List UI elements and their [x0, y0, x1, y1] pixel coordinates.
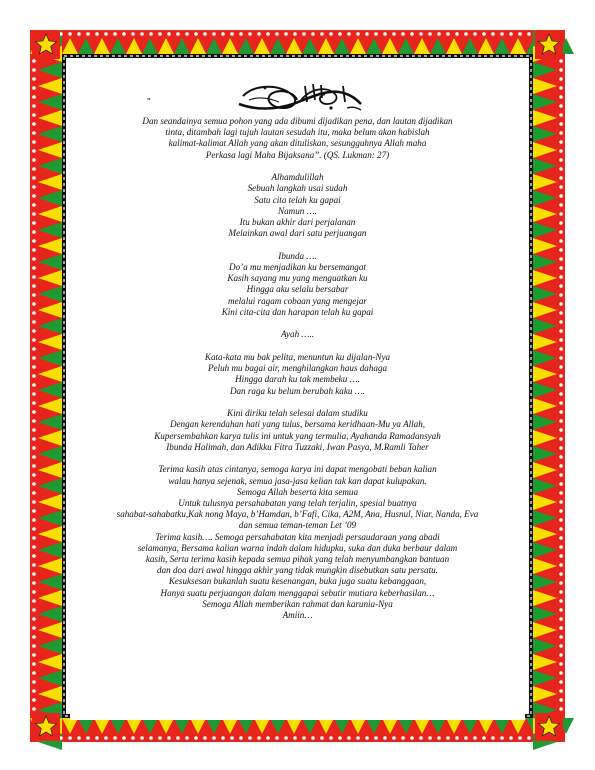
border-dot	[482, 736, 486, 740]
border-dot	[302, 32, 306, 36]
border-dot	[559, 608, 563, 612]
border-dot	[32, 68, 36, 72]
text-line: Kesuksesan bukanlah suatu kesenangan, buka juga suatu kebanggaan,	[168, 576, 427, 587]
border-dot	[559, 563, 563, 567]
border-dot	[559, 239, 563, 243]
border-dot	[212, 32, 216, 36]
stanza-gap	[70, 318, 525, 329]
border-dot	[266, 32, 270, 36]
border-dot	[32, 275, 36, 279]
border-dot	[559, 518, 563, 522]
text-line: Kupersembahkan karya tulis ini untuk yang termulia, Ayahanda Ramadansyah	[154, 430, 441, 441]
border-dot	[559, 158, 563, 162]
text-line: Peluh mu bagai air, menghilangkan haus dahaga	[207, 363, 388, 374]
border-dot	[338, 32, 342, 36]
border-dot	[32, 365, 36, 369]
border-dot	[221, 736, 225, 740]
text-line: Itu bukan akhir dari perjalanan	[239, 217, 356, 228]
border-dot	[32, 392, 36, 396]
border-dot	[338, 736, 342, 740]
border-dot	[559, 482, 563, 486]
border-dot	[275, 32, 279, 36]
border-dot	[158, 32, 162, 36]
border-dot	[284, 736, 288, 740]
border-dot	[32, 383, 36, 387]
border-dot	[77, 32, 81, 36]
border-dot	[559, 437, 563, 441]
border-dot	[365, 736, 369, 740]
border-dot	[167, 32, 171, 36]
border-dot	[559, 662, 563, 666]
border-dot	[392, 32, 396, 36]
border-dot	[32, 248, 36, 252]
border-dot	[32, 239, 36, 243]
border-dot	[194, 32, 198, 36]
border-dot	[32, 230, 36, 234]
border-dot	[266, 736, 270, 740]
border-dot	[32, 257, 36, 261]
border-dot	[559, 383, 563, 387]
border-dot	[32, 590, 36, 594]
border-dot	[320, 32, 324, 36]
border-dot	[95, 736, 99, 740]
border-dot	[559, 167, 563, 171]
border-dot	[32, 518, 36, 522]
border-dot	[32, 671, 36, 675]
border-dot	[32, 626, 36, 630]
border-dot	[559, 221, 563, 225]
border-dot	[559, 86, 563, 90]
border-dot	[320, 736, 324, 740]
text-line: Sebuah langkah usai sudah	[247, 183, 348, 194]
border-dot	[383, 736, 387, 740]
border-dot	[158, 736, 162, 740]
border-dot	[559, 275, 563, 279]
border-dot	[559, 329, 563, 333]
border-dot	[284, 32, 288, 36]
border-dot	[32, 329, 36, 333]
border-dot	[559, 536, 563, 540]
border-dot	[559, 599, 563, 603]
border-dot	[559, 149, 563, 153]
border-dot	[32, 491, 36, 495]
border-dot	[32, 347, 36, 351]
border-dot	[527, 32, 531, 36]
text-line: Perkasa lagi Maha Bijaksana”. (QS. Lukman: 27)	[205, 149, 390, 160]
basmala-calligraphy-icon	[235, 80, 365, 114]
border-dot	[482, 32, 486, 36]
border-dot	[559, 338, 563, 342]
border-dot	[329, 32, 333, 36]
text-line: Terima kasih…. Semoga persahabatan kita menjadi persaudaraan yang abadi	[155, 531, 440, 542]
border-dot	[559, 455, 563, 459]
border-dot	[559, 428, 563, 432]
border-dot	[32, 104, 36, 108]
border-dot	[446, 32, 450, 36]
border-dot	[356, 32, 360, 36]
border-dot	[559, 401, 563, 405]
border-dot	[32, 536, 36, 540]
border-dot	[113, 736, 117, 740]
border-dot	[248, 32, 252, 36]
border-dot	[221, 32, 225, 36]
border-dot	[149, 736, 153, 740]
border-dot	[32, 95, 36, 99]
border-dot	[559, 446, 563, 450]
border-dot	[559, 266, 563, 270]
border-dot	[32, 131, 36, 135]
text-line: Ibunda ….	[278, 250, 317, 261]
border-dot	[491, 32, 495, 36]
border-dot	[275, 736, 279, 740]
border-dot	[559, 545, 563, 549]
border-dot	[559, 104, 563, 108]
border-dot	[32, 176, 36, 180]
text-line: kalimat-kalimat Allah yang akan dituliskan, sesungguhnya Allah maha	[168, 138, 427, 149]
border-dot	[559, 653, 563, 657]
border-dot	[104, 736, 108, 740]
border-dot	[446, 736, 450, 740]
border-dot	[559, 617, 563, 621]
border-dot	[419, 736, 423, 740]
text-line: Dengan kerendahan hati yang tulus, bersama keridhaan-Mu ya Allah,	[169, 419, 426, 430]
border-dot	[559, 419, 563, 423]
border-dot	[32, 158, 36, 162]
border-dot	[32, 140, 36, 144]
border-dot	[86, 32, 90, 36]
text-line: Namun ….	[278, 205, 317, 216]
border-dot	[32, 554, 36, 558]
border-dot	[374, 32, 378, 36]
border-dot	[32, 419, 36, 423]
border-dot	[32, 293, 36, 297]
border-dot	[203, 32, 207, 36]
border-dot	[559, 374, 563, 378]
stanza-gap	[70, 453, 525, 464]
border-dot	[293, 32, 297, 36]
border-dot	[212, 736, 216, 740]
border-dot	[559, 626, 563, 630]
border-dot	[32, 473, 36, 477]
border-dot	[302, 736, 306, 740]
border-dot	[176, 32, 180, 36]
border-dot	[410, 736, 414, 740]
border-dot	[32, 401, 36, 405]
text-line: Kini diriku telah selesai dalam studiku	[227, 408, 368, 419]
border-dot	[32, 464, 36, 468]
border-dot	[559, 248, 563, 252]
border-dot	[437, 736, 441, 740]
text-line: Hanya suatu perjuangan dalam menggapai sebutir mutiara keberhasilan…	[160, 587, 435, 598]
border-dot	[559, 131, 563, 135]
text-line: Terima kasih atas cintanya, semoga karya ini dapat mengobati beban kalian	[158, 464, 437, 475]
border-dot	[32, 455, 36, 459]
border-dot	[32, 446, 36, 450]
border-dot	[559, 140, 563, 144]
stray-quote-mark: „	[147, 92, 152, 101]
border-dot	[122, 736, 126, 740]
border-dot	[559, 95, 563, 99]
text-line: Kasih sayang mu yang menguatkan ku	[227, 273, 368, 284]
border-dot	[95, 32, 99, 36]
border-dot	[230, 32, 234, 36]
border-dot	[559, 680, 563, 684]
border-dot	[32, 194, 36, 198]
text-line: Do’a mu menjadikan ku bersemangat	[229, 262, 366, 273]
border-dot	[559, 581, 563, 585]
text-line: Kini cita-cita dan harapan telah ku gapai	[221, 306, 374, 317]
text-line: Ayah …..	[280, 329, 315, 340]
border-dot	[559, 500, 563, 504]
border-dot	[32, 599, 36, 603]
text-line: dan doa dari awal hingga akhir yang tidak mungkin disebutkan satu persatu.	[157, 565, 438, 576]
text-line: walau hanya sejenak, semua jasa-jasa kelian tak kan dapat kulupakan.	[168, 475, 427, 486]
border-dot	[257, 32, 261, 36]
border-dot	[428, 736, 432, 740]
border-dot	[140, 32, 144, 36]
text-line: Untuk tulusnya persahabatan yang telah terjalin, spesial buatnya	[178, 498, 417, 509]
border-dot	[559, 527, 563, 531]
border-dot	[32, 680, 36, 684]
text-line: Dan raga ku belum berubah kaku ….	[229, 385, 366, 396]
border-dot	[32, 635, 36, 639]
border-dot	[559, 365, 563, 369]
border-dot	[410, 32, 414, 36]
border-dot	[32, 284, 36, 288]
border-dot	[559, 320, 563, 324]
border-dot	[347, 736, 351, 740]
border-dot	[559, 707, 563, 711]
border-dot	[104, 32, 108, 36]
border-dot	[559, 698, 563, 702]
border-dot	[32, 707, 36, 711]
border-dot	[559, 302, 563, 306]
border-dot	[559, 554, 563, 558]
border-dot	[491, 736, 495, 740]
border-dot	[203, 736, 207, 740]
border-dot	[473, 32, 477, 36]
text-line: melalui ragam cobaan yang mengejar	[228, 295, 367, 306]
border-dot	[140, 736, 144, 740]
border-dot	[248, 736, 252, 740]
border-dot	[559, 572, 563, 576]
border-dot	[32, 662, 36, 666]
border-dot	[559, 464, 563, 468]
border-dot	[32, 356, 36, 360]
border-dot	[559, 203, 563, 207]
border-dot	[392, 736, 396, 740]
text-line: Alhamdulillah	[271, 172, 324, 183]
border-dot	[194, 736, 198, 740]
border-dot	[32, 698, 36, 702]
border-dot	[559, 644, 563, 648]
border-dot	[32, 527, 36, 531]
border-dot	[32, 410, 36, 414]
border-dot	[32, 320, 36, 324]
border-dot	[559, 185, 563, 189]
page-body	[70, 60, 525, 720]
border-dot	[428, 32, 432, 36]
border-dot	[455, 32, 459, 36]
border-dot	[293, 736, 297, 740]
border-dot	[464, 32, 468, 36]
border-dot	[559, 635, 563, 639]
border-dot	[559, 257, 563, 261]
border-dot	[559, 590, 563, 594]
border-dot	[559, 176, 563, 180]
border-dot	[86, 736, 90, 740]
border-dot	[527, 736, 531, 740]
border-dot	[559, 347, 563, 351]
stanza-gap	[70, 341, 525, 352]
border-dot	[329, 736, 333, 740]
border-dot	[559, 59, 563, 63]
border-dot	[356, 736, 360, 740]
border-dot	[32, 149, 36, 153]
border-dot	[559, 410, 563, 414]
border-dot	[32, 203, 36, 207]
stanza-gap	[70, 161, 525, 172]
border-dot	[559, 77, 563, 81]
border-dot	[419, 32, 423, 36]
border-dot	[149, 32, 153, 36]
border-dot	[559, 311, 563, 315]
border-dot	[347, 32, 351, 36]
border-dot	[311, 32, 315, 36]
text-line: Satu cita telah ku gapai	[254, 194, 341, 205]
border-dot	[167, 736, 171, 740]
border-dot	[559, 356, 563, 360]
text-line: Semoga Allah memberikan rahmat dan karunia-Nya	[202, 598, 393, 609]
border-dot	[32, 572, 36, 576]
border-dot	[239, 736, 243, 740]
border-dot	[559, 293, 563, 297]
border-dot	[401, 32, 405, 36]
border-dot	[559, 671, 563, 675]
border-dot	[32, 428, 36, 432]
border-dot	[500, 32, 504, 36]
border-dot	[113, 32, 117, 36]
border-dot	[32, 689, 36, 693]
border-dot	[32, 212, 36, 216]
border-dot	[383, 32, 387, 36]
border-dot	[32, 644, 36, 648]
border-dot	[559, 68, 563, 72]
border-dot	[68, 736, 72, 740]
border-dot	[32, 77, 36, 81]
border-dot	[185, 736, 189, 740]
text-line: Melainkan awal dari satu perjuangan	[228, 228, 367, 239]
border-dot	[559, 473, 563, 477]
border-dot	[500, 736, 504, 740]
border-dot	[32, 545, 36, 549]
text-line: dan semua teman-teman Let ’09	[238, 520, 357, 531]
border-dot	[32, 113, 36, 117]
border-dot	[509, 736, 513, 740]
text-line: Amiin…	[282, 610, 313, 621]
border-dot	[559, 491, 563, 495]
border-dot	[437, 32, 441, 36]
border-dot	[559, 284, 563, 288]
border-dot	[32, 311, 36, 315]
border-dot	[32, 302, 36, 306]
border-dot	[32, 266, 36, 270]
border-dot	[131, 32, 135, 36]
border-dot	[401, 736, 405, 740]
border-dot	[32, 509, 36, 513]
border-dot	[32, 563, 36, 567]
border-dot	[559, 392, 563, 396]
border-dot	[68, 32, 72, 36]
border-dot	[32, 608, 36, 612]
border-dot	[257, 736, 261, 740]
text-line: Hingga darah ku tak membeku ….	[235, 374, 360, 385]
border-dot	[239, 32, 243, 36]
text-line: sahabat-sahabatku,Kak nong Maya, b’Hamdan, b’Fafi, Cika, A2M, Ana, Husnul, Niar, Nanda, Eva	[116, 509, 479, 520]
border-dot	[518, 736, 522, 740]
text-line: selamanya, Bersama kalian warna indah dalam hidupku, suka dan duka berbaur dalam	[137, 542, 458, 553]
text-line: kasih, Serta terima kasih kepada semua pihak yang telah menyumbangkan bantuan	[145, 554, 450, 565]
border-dot	[559, 122, 563, 126]
border-dot	[230, 736, 234, 740]
border-dot	[32, 581, 36, 585]
border-dot	[559, 212, 563, 216]
border-dot	[176, 736, 180, 740]
border-dot	[122, 32, 126, 36]
border-dot	[32, 59, 36, 63]
border-dot	[32, 653, 36, 657]
border-dot	[559, 194, 563, 198]
border-dot	[32, 500, 36, 504]
text-line: Ibunda Halimah, dan Adikku Fitra Tuzzaki, Iwan Pasya, M.Ramli Taher	[166, 441, 429, 452]
border-dot	[185, 32, 189, 36]
border-dot	[365, 32, 369, 36]
stanza-gap	[70, 397, 525, 408]
border-dot	[559, 113, 563, 117]
border-dot	[32, 437, 36, 441]
border-dot	[518, 32, 522, 36]
border-dot	[559, 689, 563, 693]
border-dot	[559, 509, 563, 513]
border-dot	[32, 374, 36, 378]
text-line: Kata-kata mu bak pelita, menuntun ku dijalan-Nya	[204, 352, 391, 363]
border-dot	[32, 617, 36, 621]
dedication-text	[70, 116, 525, 621]
border-dot	[77, 736, 81, 740]
border-dot	[374, 736, 378, 740]
border-dot	[473, 736, 477, 740]
border-dot	[32, 221, 36, 225]
border-dot	[509, 32, 513, 36]
border-dot	[131, 736, 135, 740]
text-line: tinta, ditambah lagi tujuh lautan sesudah itu, maka belum akan habislah	[165, 127, 430, 138]
border-dot	[32, 482, 36, 486]
border-dot	[32, 185, 36, 189]
stanza-gap	[70, 239, 525, 250]
text-line: Hingga aku selalu bersabar	[246, 284, 349, 295]
border-dot	[464, 736, 468, 740]
text-line: Dan seandainya semua pohon yang ada dibumi dijadikan pena, dan lautan dijadikan	[142, 116, 453, 126]
border-dot	[32, 338, 36, 342]
border-dot	[32, 86, 36, 90]
border-dot	[32, 122, 36, 126]
border-dot	[32, 167, 36, 171]
border-dot	[455, 736, 459, 740]
border-dot	[559, 230, 563, 234]
text-line: Semoga Allah beserta kita semua	[236, 486, 359, 497]
border-dot	[311, 736, 315, 740]
